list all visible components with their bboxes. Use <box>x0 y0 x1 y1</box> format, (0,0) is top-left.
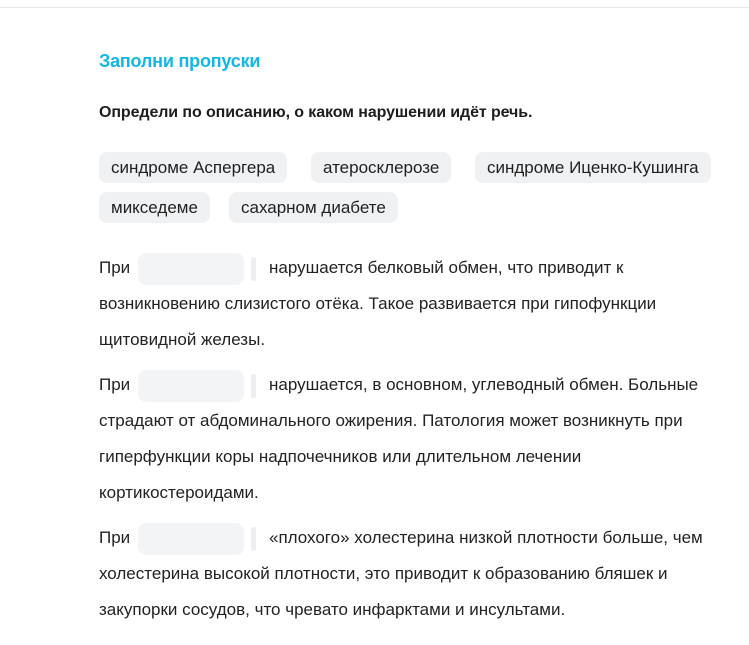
sentence-2-prefix: При <box>99 375 131 394</box>
word-chip-diabetes[interactable]: сахарном диабете <box>229 192 398 223</box>
blank-slot-2[interactable] <box>138 370 244 402</box>
blank-slot-1[interactable] <box>138 253 244 285</box>
sentence-2-line-1: нарушается, в основном, углеводный обмен. Больные <box>269 375 699 394</box>
sentence-2-line-2: страдают от абдоминального ожирения. Патология может возникнуть при <box>99 411 683 430</box>
sentence-3-line-2: холестерина высокой плотности, это приводит к образованию бляшек и <box>99 564 668 583</box>
sentence-1-line-3: щитовидной железы. <box>99 330 266 349</box>
sentence-1-line-1: нарушается белковый обмен, что приводит к <box>269 258 624 277</box>
sentence-3-line-3: закупорки сосудов, что чревато инфарктами и инсультами. <box>99 600 566 619</box>
sentence-1-prefix: При <box>99 258 131 277</box>
sentence-3-line-1: «плохого» холестерина низкой плотности больше, чем <box>269 528 703 547</box>
blank-slot-3[interactable] <box>138 523 244 555</box>
sentence-2-line-3: гиперфункции коры надпочечников или длительном лечении <box>99 447 582 466</box>
blank-slot-2-handle <box>251 374 256 398</box>
sentence-1-line-2: возникновению слизистого отёка. Такое развивается при гипофункции <box>99 294 657 313</box>
sentence-2-line-4: кортикостероидами. <box>99 483 259 502</box>
word-chip-asperger[interactable]: синдроме Аспергера <box>99 152 287 183</box>
word-chip-cushing[interactable]: синдроме Иценко-Кушинга <box>475 152 711 183</box>
top-divider <box>0 7 749 8</box>
word-chip-myxedema[interactable]: микседеме <box>99 192 210 223</box>
blank-slot-1-handle <box>251 257 256 281</box>
word-chip-atherosclerosis[interactable]: атеросклерозе <box>311 152 451 183</box>
task-title: Заполни пропуски <box>99 51 261 71</box>
sentence-3-prefix: При <box>99 528 131 547</box>
blank-slot-3-handle <box>251 527 256 551</box>
task-instruction: Определи по описанию, о каком нарушении идёт речь. <box>99 104 533 121</box>
